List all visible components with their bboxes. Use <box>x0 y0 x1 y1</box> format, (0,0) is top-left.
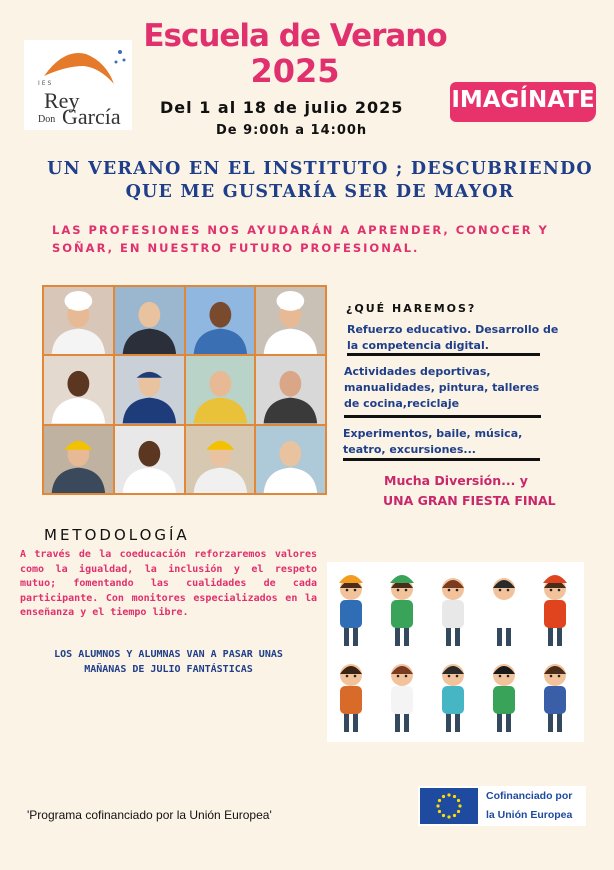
eu-text-line2: la Unión Europea <box>486 809 573 821</box>
divider <box>343 458 540 461</box>
dates-text: Del 1 al 18 de julio 2025 <box>160 98 404 117</box>
logo-rey-text: Rey <box>44 88 80 113</box>
profesiones-line1: LAS PROFESIONES NOS AYUDARÁN A APRENDER, CONOCER Y <box>52 223 549 237</box>
metodologia-title: METODOLOGÍA <box>44 526 190 544</box>
eu-star <box>453 795 456 798</box>
metodologia-text: A través de la coeducación reforzaremos valores como la igualdad, la inclusión y el respeto mutuo; fomentando las cualidades de cada participante. Con monitores especializados en la enseñanza y el tiempo libre. <box>20 549 317 618</box>
activity-text: de cocina,reciclaje <box>344 397 460 410</box>
eu-cofinanciado-logo <box>418 786 586 826</box>
activities-title: ¿QUÉ HAREMOS? <box>346 302 477 315</box>
logo-don-text: Don <box>38 114 56 125</box>
profession-photo <box>256 356 325 423</box>
headline-line1: UN VERANO EN EL INSTITUTO ; DESCUBRIENDO <box>47 159 593 179</box>
eu-star <box>438 799 441 802</box>
divider <box>347 353 540 356</box>
kid-figure <box>442 664 464 732</box>
eu-star <box>457 810 460 813</box>
headline <box>30 158 610 204</box>
kid-figure <box>544 664 566 732</box>
alumnos-line2: MAÑANAS DE JULIO FANTÁSTICAS <box>84 663 253 675</box>
eu-star <box>453 814 456 817</box>
activity-item-deportivas <box>344 364 539 412</box>
activity-text: teatro, excursiones... <box>343 443 476 456</box>
logo-ies-text: IES <box>38 80 54 87</box>
eu-star <box>457 799 460 802</box>
eu-star <box>442 795 445 798</box>
kid-figure <box>390 575 414 646</box>
profession-photo <box>44 287 113 354</box>
activity-text: Actividades deportivas, <box>344 365 491 378</box>
profession-photo <box>186 356 255 423</box>
kids-professions-illustration <box>327 562 584 742</box>
activity-text: Refuerzo educativo. Desarrollo de <box>347 323 559 336</box>
profession-photo <box>115 356 184 423</box>
profesiones-text <box>52 221 582 257</box>
activity-text: Experimentos, baile, música, <box>343 427 523 440</box>
profession-photo <box>186 287 255 354</box>
kids-figures <box>327 562 584 742</box>
fiesta-line2: UNA GRAN FIESTA FINAL <box>383 493 556 508</box>
eu-star <box>438 810 441 813</box>
kid-figure <box>442 578 464 646</box>
kid-figure <box>543 575 567 646</box>
alumnos-text <box>20 648 317 677</box>
professions-photo-collage <box>42 285 327 495</box>
school-logo <box>24 40 132 130</box>
profesiones-line2: SOÑAR, EN NUESTRO FUTURO PROFESIONAL. <box>52 241 420 255</box>
profession-photo <box>256 426 325 493</box>
kid-figure <box>340 664 362 732</box>
profession-photo <box>256 287 325 354</box>
profession-photo <box>44 356 113 423</box>
eu-star <box>436 804 439 807</box>
eu-star <box>447 793 450 796</box>
fiesta-line1: Mucha Diversión... y <box>384 473 528 488</box>
activity-item-experimentos <box>343 426 522 458</box>
profession-photo <box>115 287 184 354</box>
programa-text: 'Programa cofinanciado por la Unión Europea' <box>27 808 272 822</box>
activity-item-refuerzo <box>347 322 558 354</box>
eu-star <box>442 814 445 817</box>
logo-garcia-text: García <box>62 104 121 129</box>
kid-figure <box>493 664 515 732</box>
activity-text: manualidades, pintura, talleres <box>344 381 540 394</box>
eu-flag-icon <box>420 788 478 824</box>
profession-photo <box>44 426 113 493</box>
kid-figure <box>493 578 515 646</box>
eu-star <box>458 804 461 807</box>
kid-figure <box>391 664 413 732</box>
eu-star <box>447 815 450 818</box>
imaginate-logo: IMAGÍNATE <box>450 82 596 122</box>
profession-photo <box>115 426 184 493</box>
profession-photo <box>186 426 255 493</box>
hours-text: De 9:00h a 14:00h <box>216 123 368 138</box>
alumnos-line1: LOS ALUMNOS Y ALUMNAS VAN A PASAR UNAS <box>54 649 283 660</box>
kid-figure <box>339 575 363 646</box>
divider <box>344 415 541 418</box>
headline-line2: QUE ME GUSTARÍA SER DE MAYOR <box>125 182 515 202</box>
activity-text: la competencia digital. <box>347 339 489 352</box>
page-title: Escuela de Verano <box>143 18 447 54</box>
page-title-year: 2025 <box>250 52 340 90</box>
eu-text-line1: Cofinanciado por <box>486 790 573 802</box>
